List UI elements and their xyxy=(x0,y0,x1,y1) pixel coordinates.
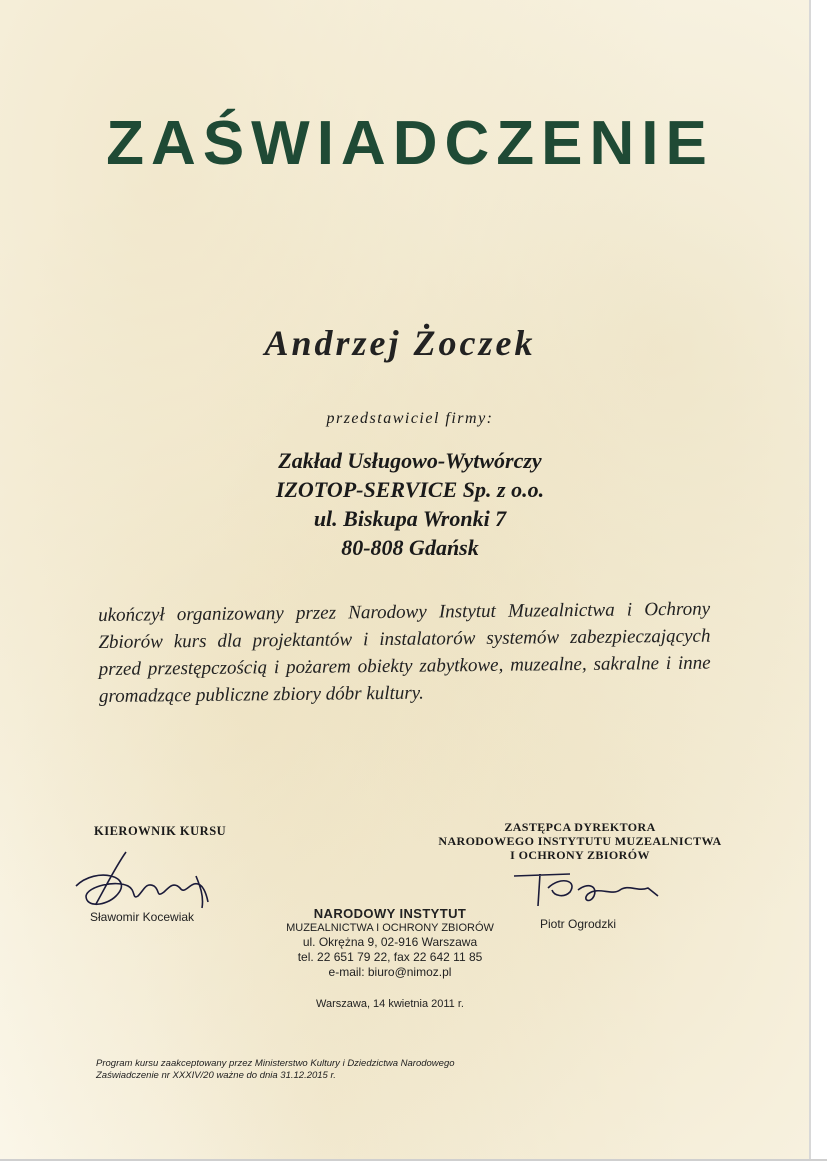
recipient-name: Andrzej Żoczek xyxy=(264,323,536,363)
deputy-director-title xyxy=(430,820,730,862)
place-date: Warszawa, 14 kwietnia 2011 r. xyxy=(316,998,464,1010)
deputy-director-title-line-2: NARODOWEGO INSTYTUTU MUZEALNICTWA xyxy=(438,834,722,848)
institute-email: e-mail: biuro@nimoz.pl xyxy=(328,965,452,979)
scan-edge-bottom xyxy=(0,1159,827,1169)
footer-line-1: Program kursu zaakceptowany przez Ministerstwo Kultury i Dziedzictwa Narodowego xyxy=(96,1058,455,1069)
institute-address: ul. Okrężna 9, 02-916 Warszawa xyxy=(302,935,478,949)
course-manager-signature xyxy=(66,846,226,916)
footer-line-2: Zaświadczenie nr XXXIV/20 ważne do dnia 31.12.2015 r. xyxy=(96,1070,336,1081)
company-line-2: IZOTOP-SERVICE Sp. z o.o. xyxy=(275,477,545,502)
course-manager-name: Sławomir Kocewiak xyxy=(90,910,195,924)
institute-name-line-1: NARODOWY INSTYTUT xyxy=(313,906,467,921)
company-line-3: ul. Biskupa Wronki 7 xyxy=(313,506,507,531)
institute-name-line-2: MUZEALNICTWA I OCHRONY ZBIORÓW xyxy=(286,922,494,934)
certificate-body: ukończył organizowany przez Narodowy Instytut Muzealnictwa i Ochrony Zbiorów kurs dla projektantów i instalatorów systemów zabezpieczających przed przestępczością i pożarem obiekty zabytkowe, muzealne, sakralne i inne gromadzące publiczne zbiory dóbr kultury. xyxy=(98,598,711,707)
company-block xyxy=(150,446,670,562)
course-manager-title: KIEROWNIK KURSU xyxy=(94,824,227,838)
certificate-title: ZAŚWIADCZENIE xyxy=(106,109,714,178)
scan-edge-right xyxy=(809,0,827,1169)
deputy-director-title-line-3: I OCHRONY ZBIORÓW xyxy=(510,848,650,862)
footer-note xyxy=(96,1058,556,1082)
institute-stamp xyxy=(240,906,540,980)
deputy-director-name: Piotr Ogrodzki xyxy=(540,917,617,931)
company-line-4: 80-808 Gdańsk xyxy=(341,535,479,560)
company-line-1: Zakład Usługowo-Wytwórczy xyxy=(278,448,542,473)
institute-phone: tel. 22 651 79 22, fax 22 642 11 85 xyxy=(297,950,483,964)
deputy-director-title-line-1: ZASTĘPCA DYREKTORA xyxy=(504,820,656,834)
representative-label: przedstawiciel firmy: xyxy=(326,410,494,427)
